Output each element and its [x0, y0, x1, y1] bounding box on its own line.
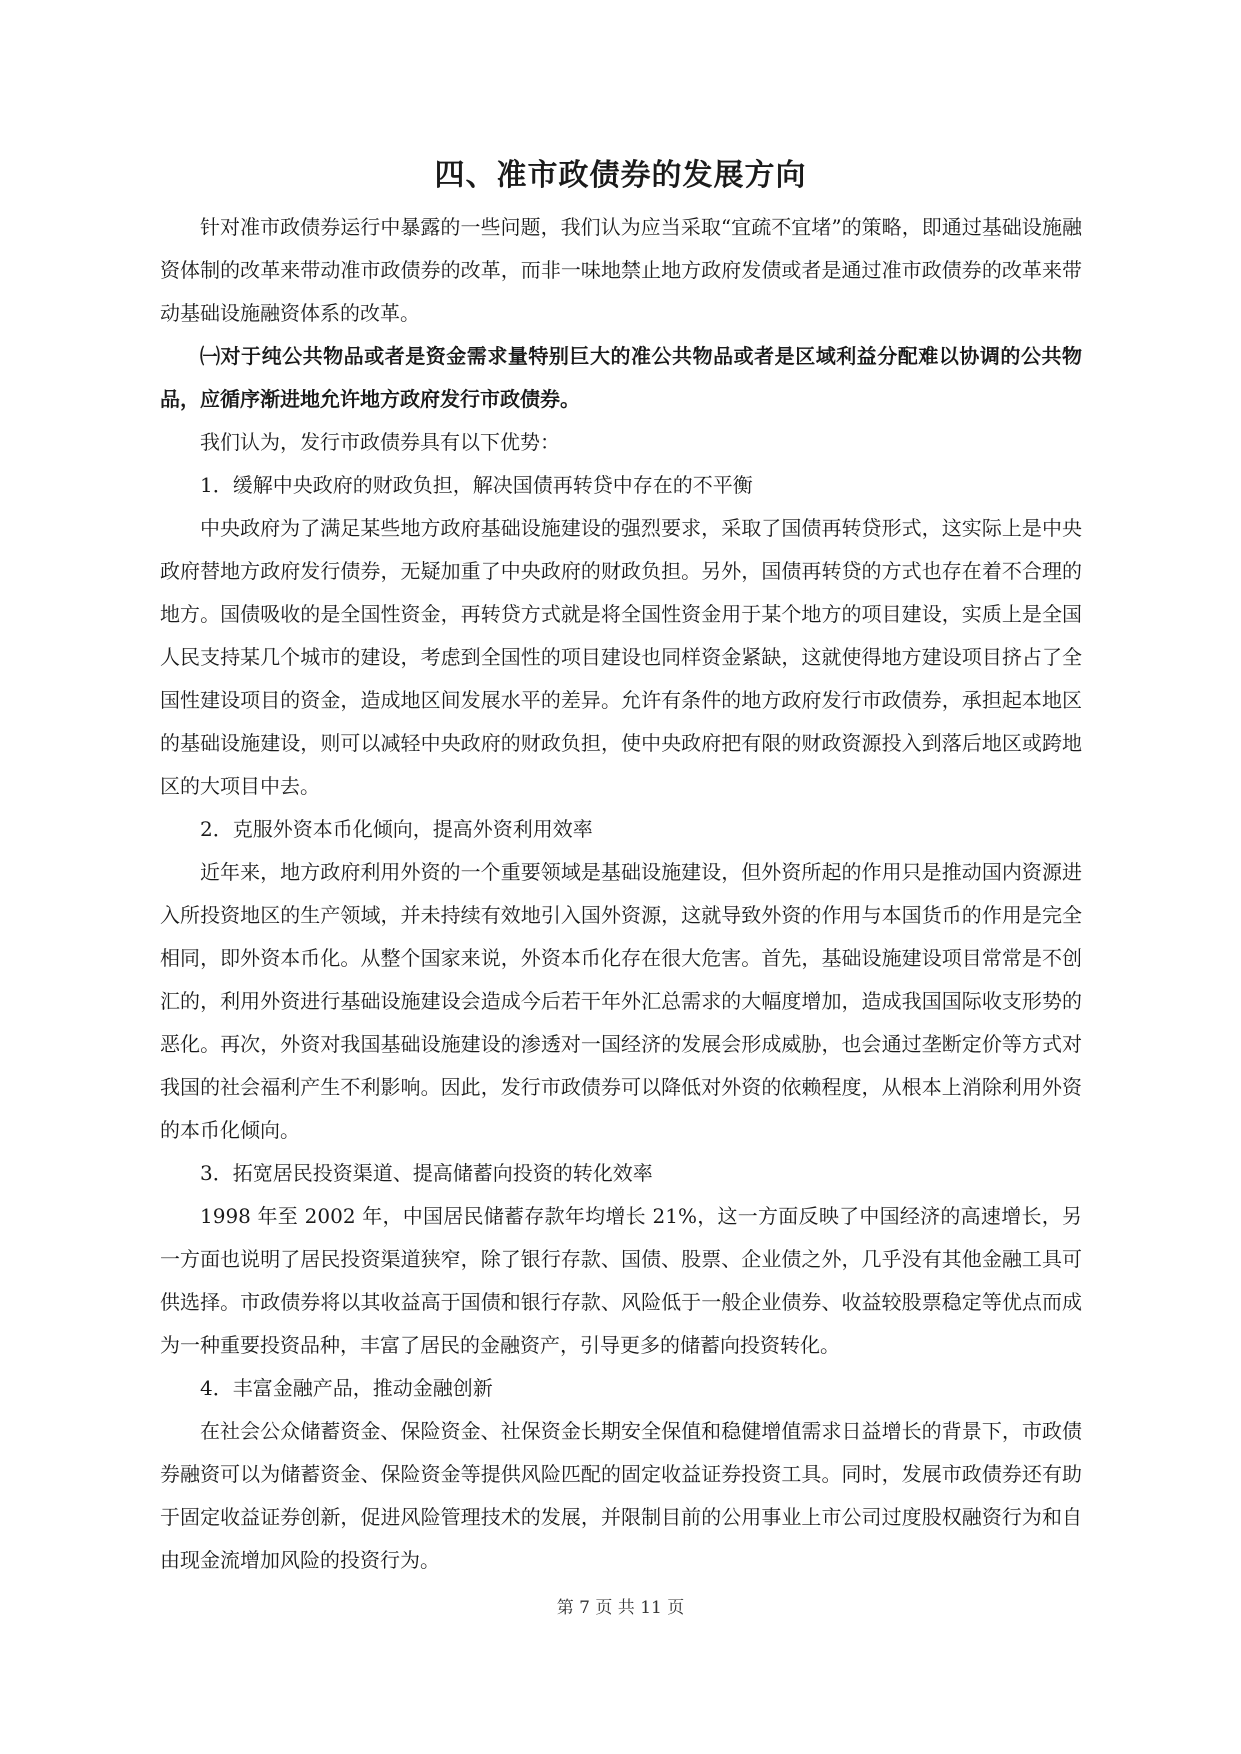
- subheading-3: 3．拓宽居民投资渠道、提高储蓄向投资的转化效率: [200, 1161, 653, 1185]
- paragraph-intro: 针对准市政债券运行中暴露的一些问题，我们认为应当采取“宜疏不宜堵”的策略，即通过基础设施融资体制的改革来带动准市政债券的改革，而非一味地禁止地方政府发债或者是通过准市政债券的改革来带动基础设施融资体系的改革。: [160, 215, 1082, 325]
- page-title: 四、准市政债券的发展方向: [434, 158, 807, 193]
- subheading-1: 1．缓解中央政府的财政负担，解决国债再转贷中存在的不平衡: [200, 473, 753, 497]
- paragraph-advantages-lead: 我们认为，发行市政债券具有以下优势：: [200, 430, 560, 454]
- paragraph-4: 在社会公众储蓄资金、保险资金、社保资金长期安全保值和稳健增值需求日益增长的背景下，市政债券融资可以为储蓄资金、保险资金等提供风险匹配的固定收益证券投资工具。同时，发展市政债券还有助于固定收益证券创新，促进风险管理技术的发展，并限制目前的公用事业上市公司过度股权融资行为和自由现金流增加风险的投资行为。: [160, 1419, 1082, 1572]
- document-body: [160, 206, 1082, 1582]
- paragraph-2: 近年来，地方政府利用外资的一个重要领域是基础设施建设，但外资所起的作用只是推动国内资源进入所投资地区的生产领域，并未持续有效地引入国外资源，这就导致外资的作用与本国货币的作用是完全相同，即外资本币化。从整个国家来说，外资本币化存在很大危害。首先，基础设施建设项目常常是不创汇的，利用外资进行基础设施建设会造成今后若干年外汇总需求的大幅度增加，造成我国国际收支形势的恶化。再次，外资对我国基础设施建设的渗透对一国经济的发展会形成威胁，也会通过垄断定价等方式对我国的社会福利产生不利影响。因此，发行市政债券可以降低对外资的依赖程度，从根本上消除利用外资的本币化倾向。: [160, 860, 1082, 1142]
- subheading-4: 4．丰富金融产品，推动金融创新: [200, 1376, 493, 1400]
- subheading-2: 2．克服外资本币化倾向，提高外资利用效率: [200, 817, 593, 841]
- paragraph-3: 1998 年至 2002 年，中国居民储蓄存款年均增长 21%，这一方面反映了中国经济的高速增长，另一方面也说明了居民投资渠道狭窄，除了银行存款、国债、股票、企业债之外，几乎没有其他金融工具可供选择。市政债券将以其收益高于国债和银行存款、风险低于一般企业债券、收益较股票稳定等优点而成为一种重要投资品种，丰富了居民的金融资产，引导更多的储蓄向投资转化。: [160, 1204, 1082, 1357]
- page-footer: 第 7 页 共 11 页: [556, 1598, 685, 1618]
- paragraph-1: 中央政府为了满足某些地方政府基础设施建设的强烈要求，采取了国债再转贷形式，这实际上是中央政府替地方政府发行债券，无疑加重了中央政府的财政负担。另外，国债再转贷的方式也存在着不合理的地方。国债吸收的是全国性资金，再转贷方式就是将全国性资金用于某个地方的项目建设，实质上是全国人民支持某几个城市的建设，考虑到全国性的项目建设也同样资金紧缺，这就使得地方建设项目挤占了全国性建设项目的资金，造成地区间发展水平的差异。允许有条件的地方政府发行市政债券，承担起本地区的基础设施建设，则可以减轻中央政府的财政负担，使中央政府把有限的财政资源投入到落后地区或跨地区的大项目中去。: [160, 516, 1082, 798]
- section-heading: ㈠对于纯公共物品或者是资金需求量特别巨大的准公共物品或者是区域利益分配难以协调的公共物品，应循序渐进地允许地方政府发行市政债券。: [160, 344, 1082, 411]
